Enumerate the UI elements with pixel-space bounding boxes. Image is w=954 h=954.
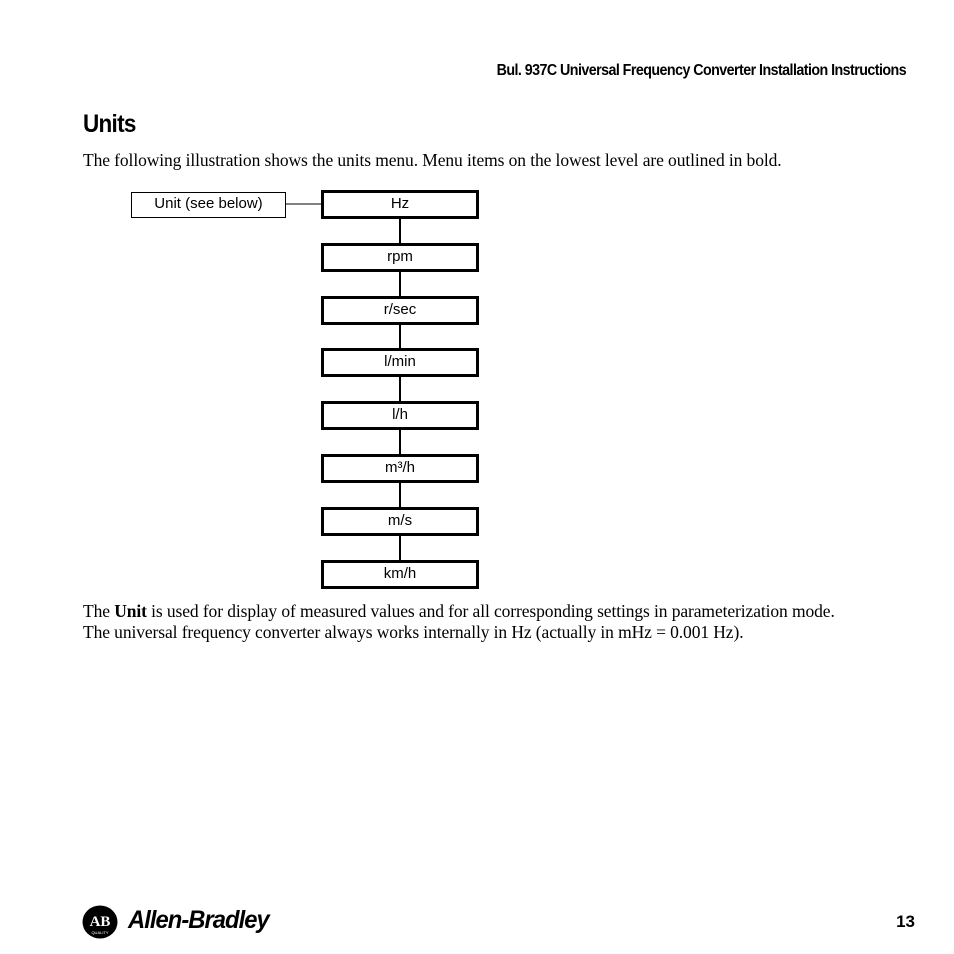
menu-item-r-sec [321, 296, 479, 325]
unit-source-label: Unit (see below) [154, 195, 263, 212]
menu-item-label: m³/h [385, 459, 415, 476]
menu-item-label: m/s [387, 512, 413, 529]
menu-item-rpm [321, 243, 479, 272]
menu-item-km-h [321, 560, 479, 589]
allen-bradley-logo-icon [82, 904, 118, 940]
menu-item-l-min [321, 348, 479, 377]
body-paragraph [83, 601, 835, 643]
menu-item-label: km/h [383, 565, 417, 582]
menu-item-label: r/sec [383, 301, 417, 318]
logo-subtext: QUALITY [91, 930, 109, 935]
menu-item-label: rpm [387, 248, 413, 265]
intro-paragraph: The following illustration shows the units menu. Menu items on the lowest level are outlined in bold. [83, 150, 782, 170]
menu-item-hz [321, 190, 479, 219]
menu-item-m-s [321, 507, 479, 536]
running-header: Bul. 937C Universal Frequency Converter Installation Instructions [496, 62, 906, 79]
menu-item-l-h [321, 401, 479, 430]
body-text-run: The [83, 601, 115, 621]
body-line-1 [83, 601, 835, 622]
page-number: 13 [896, 912, 915, 931]
brand-wordmark: Allen-Bradley [128, 906, 269, 934]
menu-item-label: l/min [384, 353, 416, 370]
unit-source-box [131, 192, 286, 218]
menu-item-label: Hz [390, 195, 410, 212]
menu-item-label: l/h [392, 406, 408, 423]
body-line-2: The universal frequency converter always works internally in Hz (actually in mHz = 0.001 Hz). [83, 622, 744, 642]
body-text-run: is used for display of measured values and for all corresponding settings in parameterization mode. [146, 601, 835, 621]
unit-term: Unit [114, 601, 147, 621]
section-heading: Units [83, 110, 136, 138]
logo-letters: AB [89, 914, 111, 930]
menu-item-m3-h [321, 454, 479, 483]
